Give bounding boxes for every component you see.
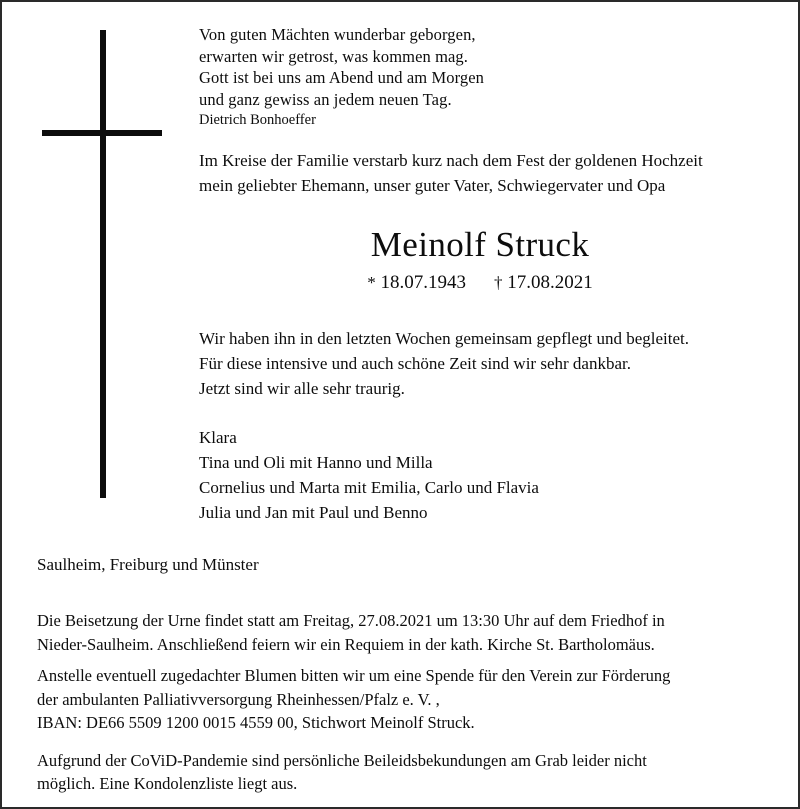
intro-line: Im Kreise der Familie verstarb kurz nach dem Fest der goldenen Hochzeit [199,151,703,170]
places-line: Saulheim, Freiburg und Münster [37,555,259,574]
upper-text-column [199,24,779,525]
survivor-line: Cornelius und Marta mit Emilia, Carlo und Flavia [199,478,539,497]
verse-line: erwarten wir getrost, was kommen mag. [199,46,468,66]
tribute-text [199,326,779,401]
birth-star-icon: * [367,273,376,292]
life-dates [199,270,761,296]
birth-date: 18.07.1943 [380,272,466,293]
covid-line: Aufgrund der CoViD-Pandemie sind persönliche Beileidsbekundungen am Grab leider nicht [37,750,647,770]
covid-notice [37,749,777,796]
deceased-block [199,224,761,296]
survivor-line: Klara [199,428,237,447]
donation-iban-line: IBAN: DE66 5509 1200 0015 4559 00, Stichwort Meinolf Struck. [37,713,475,732]
announcement-intro [199,148,779,198]
verse-author: Dietrich Bonhoeffer [199,112,316,128]
cross-vertical-bar [100,30,106,498]
donation-line: Anstelle eventuell zugedachter Blumen bitten wir um eine Spende für den Verein zur Förderung [37,666,671,685]
cross-horizontal-bar [42,130,162,136]
arrangements-line: Nieder-Saulheim. Anschließend feiern wir ein Requiem in der kath. Kirche St. Bartholomäus. [37,634,655,654]
tribute-line: Jetzt sind wir alle sehr traurig. [199,379,405,398]
death-cross-icon: † [494,273,503,292]
verse-line: und ganz gewiss an jedem neuen Tag. [199,89,452,109]
death-date-group [494,272,593,293]
tribute-line: Wir haben ihn in den letzten Wochen gemeinsam gepflegt und begleitet. [199,329,690,348]
deceased-name: Meinolf Struck [370,225,590,264]
memorial-verse [199,24,779,110]
donation-line: der ambulanten Palliativversorgung Rheinhessen/Pfalz e. V. , [37,689,440,709]
verse-line: Gott ist bei uns am Abend und am Morgen [199,68,484,87]
death-date: 17.08.2021 [507,272,593,293]
tribute-line: Für diese intensive und auch schöne Zeit sind wir sehr dankbar. [199,354,631,373]
survivors-list [199,425,779,525]
donation-request [37,664,777,735]
survivor-line: Julia und Jan mit Paul und Benno [199,503,428,522]
christian-cross-icon [42,30,166,500]
birth-date-group [367,272,466,293]
verse-line: Von guten Mächten wunderbar geborgen, [199,25,476,44]
arrangements-line: Die Beisetzung der Urne findet statt am Freitag, 27.08.2021 um 13:30 Uhr auf dem Friedhof in [37,611,665,630]
intro-line: mein geliebter Ehemann, unser guter Vater, Schwiegervater und Opa [199,176,666,195]
covid-line: möglich. Eine Kondolenzliste liegt aus. [37,774,298,793]
lower-text-column [37,553,777,796]
funeral-arrangements [37,609,777,656]
survivor-line: Tina und Oli mit Hanno und Milla [199,453,433,472]
